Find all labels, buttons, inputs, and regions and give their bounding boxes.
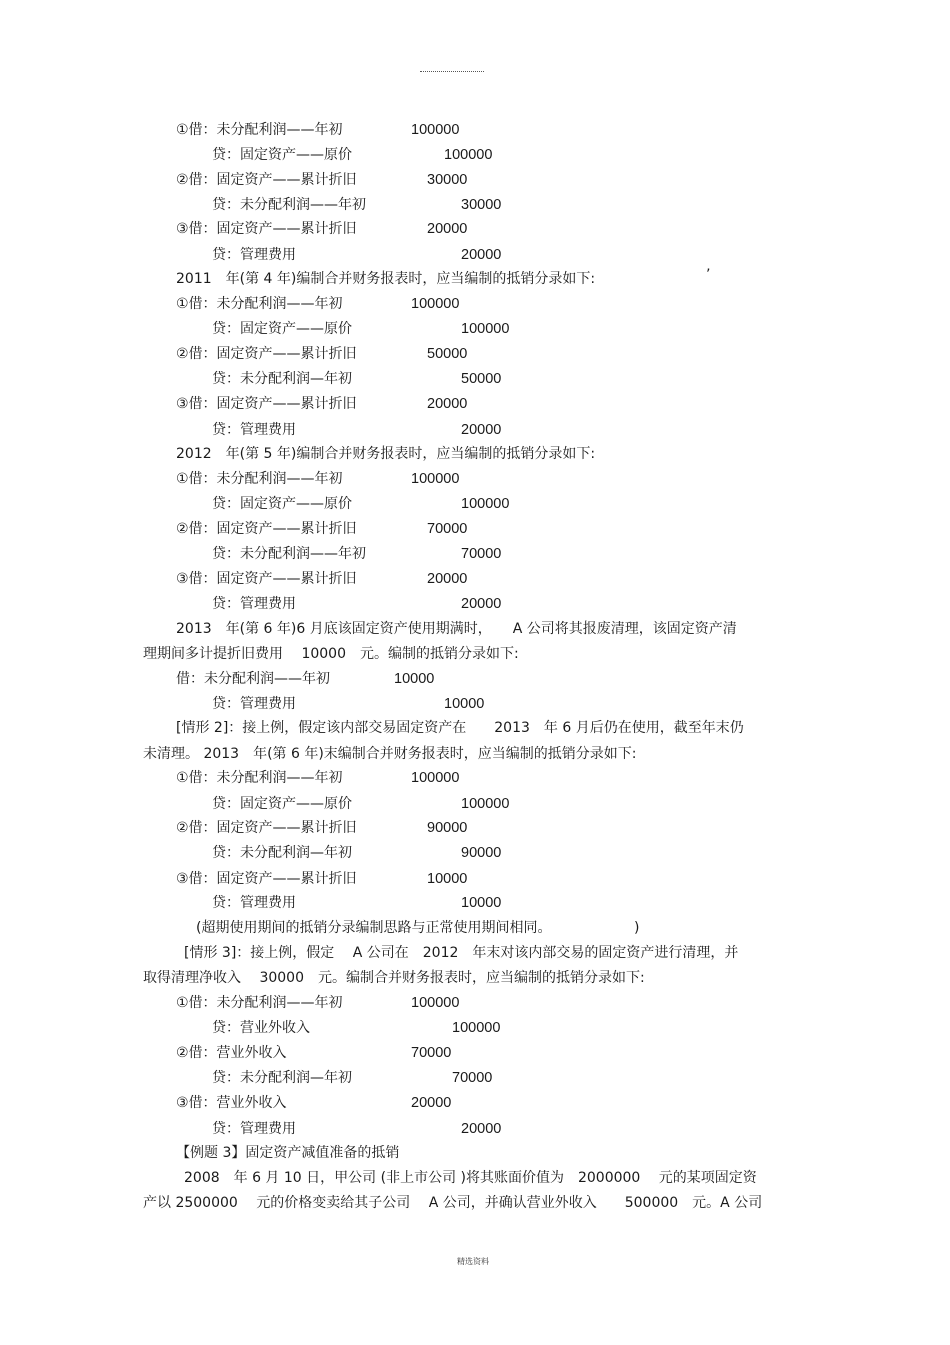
entry-line: ①借：未分配利润——年初 [176, 995, 343, 1011]
entry-amount: 90000 [461, 845, 502, 861]
entry-amount: 30000 [461, 197, 502, 213]
entry-amount: 100000 [411, 995, 460, 1011]
paragraph-line: [情形 2]：接上例，假定该内部交易固定资产在 2013 年 6 月后仍在使用，截至年末仍 [176, 720, 744, 736]
entry-line: ②借：固定资产——累计折旧 [176, 172, 357, 188]
note-close-paren: ) [634, 920, 640, 936]
paragraph-line: 2011 年(第 4 年)编制合并财务报表时，应当编制的抵销分录如下: [176, 271, 596, 287]
entry-amount: 50000 [461, 371, 502, 387]
entry-line: 贷：管理费用 [212, 596, 296, 612]
entry-amount: 100000 [444, 147, 493, 163]
entry-amount: 70000 [452, 1070, 493, 1086]
entry-amount: 20000 [461, 422, 502, 438]
entry-line: 贷：未分配利润——年初 [212, 546, 366, 562]
entry-line: 贷：未分配利润—年初 [212, 371, 352, 387]
entry-amount: 100000 [461, 321, 510, 337]
entry-amount: 70000 [411, 1045, 452, 1061]
entry-amount: 20000 [411, 1095, 452, 1111]
entry-amount: 50000 [427, 346, 468, 362]
entry-amount: 70000 [461, 546, 502, 562]
entry-line: 借：未分配利润——年初 [176, 671, 330, 687]
entry-amount: 10000 [394, 671, 435, 687]
entry-line: 贷：营业外收入 [212, 1020, 310, 1036]
entry-amount: 100000 [411, 770, 460, 786]
entry-amount: 20000 [427, 396, 468, 412]
entry-line: ①借：未分配利润——年初 [176, 122, 343, 138]
entry-line: 贷：固定资产——原价 [212, 496, 352, 512]
entry-amount: 20000 [427, 221, 468, 237]
entry-line: ②借：固定资产——累计折旧 [176, 820, 357, 836]
entry-amount: 100000 [461, 496, 510, 512]
paragraph-line: 2012 年(第 5 年)编制合并财务报表时，应当编制的抵销分录如下: [176, 446, 596, 462]
entry-line: 贷：管理费用 [212, 247, 296, 263]
paragraph-line: 未清理。 2013 年(第 6 年)末编制合并财务报表时，应当编制的抵销分录如下: [143, 746, 637, 762]
entry-line: 贷：未分配利润—年初 [212, 845, 352, 861]
entry-amount: 100000 [461, 796, 510, 812]
entry-amount: 30000 [427, 172, 468, 188]
entry-amount: 20000 [461, 596, 502, 612]
entry-amount: 20000 [427, 571, 468, 587]
page-footer: 精选资料 [457, 1257, 489, 1266]
entry-amount: 90000 [427, 820, 468, 836]
stray-mark: ’ [706, 267, 711, 283]
entry-line: ①借：未分配利润——年初 [176, 471, 343, 487]
entry-line: 贷：固定资产——原价 [212, 147, 352, 163]
entry-line: ③借：固定资产——累计折旧 [176, 571, 357, 587]
entry-line: 贷：管理费用 [212, 696, 296, 712]
entry-line: ③借：营业外收入 [176, 1095, 287, 1111]
entry-line: ①借：未分配利润——年初 [176, 296, 343, 312]
entry-line: ③借：固定资产——累计折旧 [176, 221, 357, 237]
entry-line: 贷：管理费用 [212, 895, 296, 911]
entry-line: 贷：固定资产——原价 [212, 321, 352, 337]
entry-amount: 70000 [427, 521, 468, 537]
note-line: (超期使用期间的抵销分录编制思路与正常使用期间相同。 [196, 920, 552, 936]
header-dotted-rule [420, 71, 484, 72]
paragraph-line: 产以 2500000 元的价格变卖给其子公司 A 公司，并确认营业外收入 500000 元。A 公司 [143, 1195, 763, 1211]
entry-amount: 100000 [452, 1020, 501, 1036]
paragraph-line: 2013 年(第 6 年)6 月底该固定资产使用期满时， A 公司将其报废清理，该固定资产清 [176, 621, 737, 637]
paragraph-line: [情形 3]：接上例，假定 A 公司在 2012 年末对该内部交易的固定资产进行清理，并 [184, 945, 739, 961]
paragraph-line: 2008 年 6 月 10 日，甲公司 (非上市公司 )将其账面价值为 2000000 元的某项固定资 [184, 1170, 757, 1186]
entry-line: 贷：未分配利润—年初 [212, 1070, 352, 1086]
entry-amount: 10000 [427, 871, 468, 887]
entry-amount: 20000 [461, 1121, 502, 1137]
entry-amount: 10000 [461, 895, 502, 911]
entry-line: ③借：固定资产——累计折旧 [176, 396, 357, 412]
entry-line: ②借：固定资产——累计折旧 [176, 346, 357, 362]
entry-line: 贷：管理费用 [212, 1121, 296, 1137]
entry-line: 贷：固定资产——原价 [212, 796, 352, 812]
paragraph-line: 取得清理净收入 30000 元。编制合并财务报表时，应当编制的抵销分录如下: [143, 970, 645, 986]
entry-line: ①借：未分配利润——年初 [176, 770, 343, 786]
entry-line: 贷：管理费用 [212, 422, 296, 438]
entry-amount: 10000 [444, 696, 485, 712]
entry-line: ②借：固定资产——累计折旧 [176, 521, 357, 537]
paragraph-line: 理期间多计提折旧费用 10000 元。编制的抵销分录如下: [143, 646, 519, 662]
entry-line: ③借：固定资产——累计折旧 [176, 871, 357, 887]
entry-line: ②借：营业外收入 [176, 1045, 287, 1061]
entry-amount: 20000 [461, 247, 502, 263]
entry-amount: 100000 [411, 471, 460, 487]
entry-amount: 100000 [411, 296, 460, 312]
entry-line: 贷：未分配利润——年初 [212, 197, 366, 213]
example-heading: 【例题 3】固定资产减值准备的抵销 [176, 1145, 400, 1161]
entry-amount: 100000 [411, 122, 460, 138]
